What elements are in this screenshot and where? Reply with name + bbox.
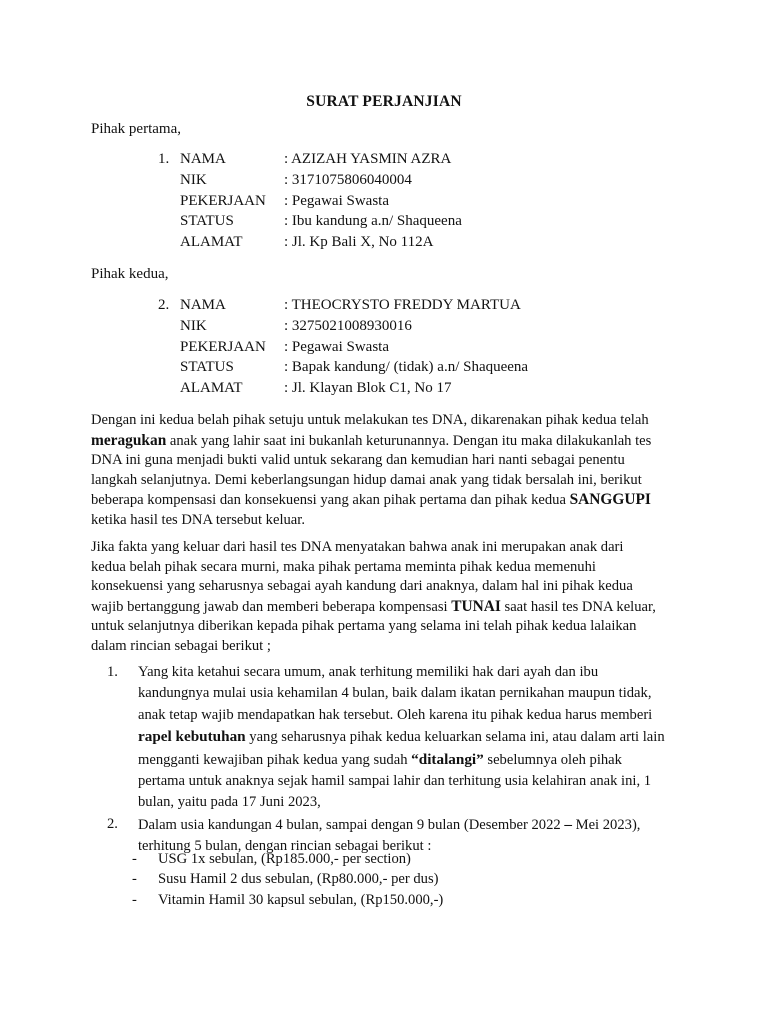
numbered-list (107, 662, 665, 858)
field-value: : THEOCRYSTO FREDDY MARTUA (284, 297, 521, 313)
paragraph-line: Jika fakta yang keluar dari hasil tes DNA menyatakan bahwa anak ini merupakan anak dari (91, 539, 624, 555)
pihak-pertama-block (158, 149, 462, 253)
party-row-nama (158, 149, 462, 170)
paragraph-line: DNA ini guna menjadi bukti valid untuk sekarang dan kemudian hari nanti sebagai penentu (91, 452, 625, 469)
emphasis-text: SANGGUPI (569, 491, 651, 509)
paragraph-line: meragukan anak yang lahir saat ini bukanlah keturunannya. Dengan itu maka dilakukanlah tes (91, 431, 652, 449)
field-value: : Jl. Klayan Blok C1, No 17 (284, 380, 452, 397)
field-value: : Ibu kandung a.n/ Shaqueena (284, 213, 462, 230)
field-label: NIK (180, 171, 207, 188)
field-label: PEKERJAAN (180, 192, 266, 209)
party-row-alamat (158, 232, 462, 253)
list-number: 2. (107, 815, 118, 832)
field-label: PEKERJAAN (180, 338, 266, 355)
party-row-status (158, 357, 528, 378)
paragraph-line: untuk selanjutnya diberikan kepada pihak pertama yang selama ini telah pihak kedua lalaikan (91, 618, 637, 635)
dash-marker: - (132, 871, 137, 888)
party-row-status (158, 211, 462, 232)
pihak-kedua-label: Pihak kedua, (91, 266, 169, 282)
field-value: : AZIZAH YASMIN AZRA (284, 151, 452, 167)
document-title: SURAT PERJANJIAN (306, 93, 462, 110)
list-line: Yang kita ketahui secara umum, anak terhitung memiliki hak dari ayah dan ibu (138, 664, 599, 680)
list-item (107, 662, 665, 814)
party-row-nik (158, 316, 528, 337)
emphasis-text: rapel kebutuhan (138, 728, 246, 746)
paragraph-line: dalam rincian sebagai berikut ; (91, 637, 271, 654)
paragraph-conditions (91, 538, 691, 657)
list-number: 1. (107, 664, 118, 680)
pihak-pertama-label: Pihak pertama, (91, 121, 181, 137)
emphasis-text: TUNAI (451, 597, 501, 615)
sublist-item: - Vitamin Hamil 30 kapsul sebulan, (Rp150.000,-) (132, 890, 443, 910)
sublist-item: - USG 1x sebulan, (Rp185.000,- per section) (132, 849, 443, 869)
paragraph-line: ketika hasil tes DNA tersebut keluar. (91, 511, 305, 528)
dash-marker: - (132, 851, 137, 867)
party-row-nik (158, 170, 462, 191)
field-label: ALAMAT (180, 380, 243, 397)
party-number: 1. (158, 151, 170, 167)
field-value: : Pegawai Swasta (284, 338, 389, 355)
list-line: pertama untuk anaknya sejak hamil sampai lahir dan terhitung usia kelahiran anak ini, 1 (138, 773, 652, 790)
paragraph-line: langkah selanjutnya. Demi keberlangsungan hidup damai anak yang tidak bersalah ini, berikut (91, 471, 642, 488)
field-label: NAMA (180, 151, 226, 167)
emphasis-text: meragukan (91, 431, 167, 449)
paragraph-agreement (91, 411, 691, 531)
list-line: bulan, yaitu pada 17 Juni 2023, (138, 794, 321, 811)
party-row-nama (158, 295, 528, 316)
paragraph-line: Dengan ini kedua belah pihak setuju untuk melakukan tes DNA, dikarenakan pihak kedua telah (91, 412, 649, 428)
list-line: mengganti kewajiban pihak kedua yang sudah “ditalangi” sebelumnya oleh pihak (138, 750, 622, 768)
field-value: : Jl. Kp Bali X, No 112A (284, 234, 434, 251)
emphasis-text: – (564, 815, 572, 833)
emphasis-text: “ditalangi” (411, 750, 484, 768)
party-row-alamat (158, 378, 528, 399)
party-row-pekerjaan (158, 337, 528, 358)
field-value: : Pegawai Swasta (284, 192, 389, 209)
field-label: STATUS (180, 359, 234, 376)
field-label: NIK (180, 317, 207, 334)
sublist-item: - Susu Hamil 2 dus sebulan, (Rp80.000,- per dus) (132, 869, 443, 889)
paragraph-line: beberapa kompensasi dan konsekuensi yang akan pihak pertama dan pihak kedua SANGGUPI (91, 491, 651, 509)
paragraph-line: wajib bertanggung jawab dan memberi beberapa kompensasi TUNAI saat hasil tes DNA keluar, (91, 597, 656, 615)
field-value: : Bapak kandung/ (tidak) a.n/ Shaqueena (284, 359, 529, 376)
field-value: : 3171075806040004 (284, 171, 412, 188)
list-line: kandungnya mulai usia kehamilan 4 bulan, baik dalam ikatan pernikahan maupun tidak, (138, 685, 652, 702)
list-line: anak tetap wajib mendapatkan hak tersebut. Oleh karena itu pihak kedua harus memberi (138, 706, 653, 723)
field-label: NAMA (180, 297, 226, 313)
cost-sublist (132, 849, 443, 910)
list-line: terhitung 5 bulan, dengan rincian sebagai berikut : (138, 838, 432, 855)
paragraph-line: kedua belah pihak secara murni, maka pihak pertama meminta pihak kedua memenuhi (91, 558, 596, 575)
paragraph-line: konsekuensi yang seharusnya sebagai ayah kandung dari anaknya, dalam hal ini pihak kedua (91, 578, 633, 595)
party-number: 2. (158, 297, 170, 313)
list-line: Dalam usia kandungan 4 bulan, sampai dengan 9 bulan (Desember 2022 – Mei 2023), (138, 815, 641, 833)
list-line: rapel kebutuhan yang seharusnya pihak kedua keluarkan selama ini, atau dalam arti lain (138, 728, 665, 746)
field-value: : 3275021008930016 (284, 317, 412, 334)
dash-marker: - (132, 891, 137, 908)
party-row-pekerjaan (158, 191, 462, 212)
field-label: STATUS (180, 213, 234, 230)
field-label: ALAMAT (180, 234, 243, 251)
pihak-kedua-block (158, 295, 528, 399)
